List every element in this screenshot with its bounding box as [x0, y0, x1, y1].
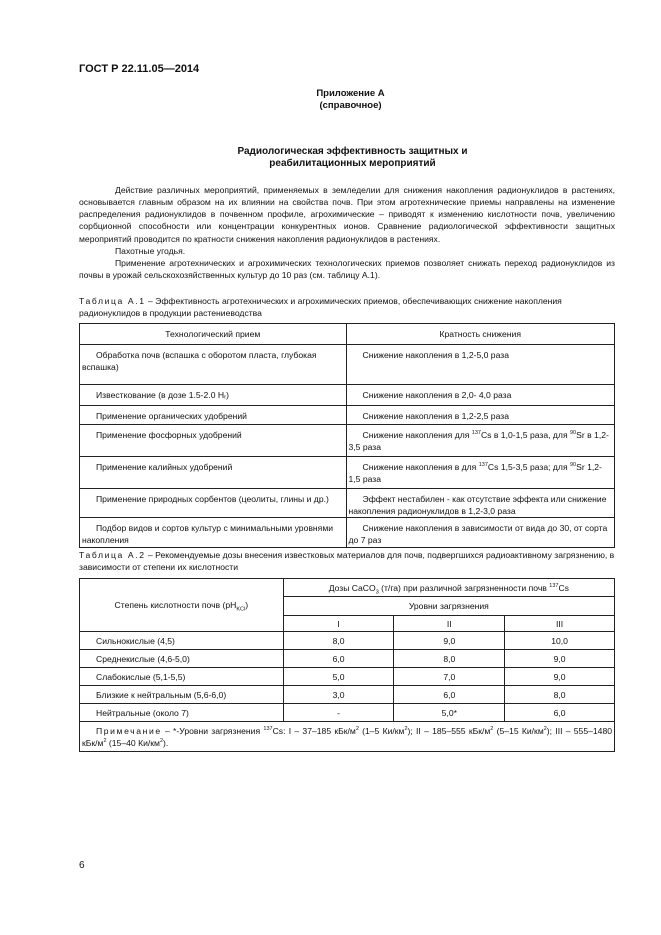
table-2 — [79, 578, 615, 752]
table2-label: Таблица А.2 — [79, 550, 146, 560]
header-text: ) — [245, 600, 249, 610]
note-text: ). — [163, 738, 169, 748]
table1-method: Обработка почв (вспашка с оборотом пласта, глубокая вспашка) — [80, 345, 347, 385]
header-text: Cs — [558, 582, 569, 593]
table1-method: Известкование (в дозе 1.5-2.0 Hᵣ) — [80, 385, 347, 406]
table1-caption-text: – Эффективность агротехнических и агрохимических приемов, обеспечивающих снижение накопления радионуклидов в продукции растениеводства — [79, 296, 562, 318]
table2-header-levels: Уровни загрязнения — [283, 597, 614, 616]
table-row — [80, 425, 615, 457]
table2-header-acidity — [80, 579, 284, 632]
effect-text: Sr в 1,2-3,5 раза — [348, 430, 609, 452]
note-text: (1–5 Ки/км — [358, 726, 405, 736]
table2-level-1: I — [283, 616, 394, 632]
table1-method: Подбор видов и сортов культур с минимальными уровнями накопления — [80, 518, 347, 548]
table2-value: 6,0 — [505, 704, 615, 722]
table1-header-method: Технологический прием — [80, 324, 347, 345]
table2-value: 8,0 — [505, 686, 615, 704]
section-title — [22, 146, 661, 170]
isotope-mass: 90 — [569, 462, 577, 469]
table2-acidity: Близкие к нейтральным (5,6-6,0) — [80, 686, 284, 704]
table1-effect: Эффект нестабилен - как отсутствие эффекта или снижение накопления радионуклидов в 1,2-3,0 раза — [346, 489, 614, 518]
note-text: ); III – 555–1480 кБк/м — [82, 726, 613, 748]
note-text: (5–15 Ки/км — [493, 726, 544, 736]
header-text: (т/га) при различной загрязненности почв — [378, 582, 550, 593]
effect-text: Снижение накопления в для — [362, 462, 479, 472]
table1-effect — [346, 425, 614, 457]
table1-header-effect: Кратность снижения — [346, 324, 614, 345]
section-title-line1: Радиологическая эффективность защитных и — [237, 146, 468, 157]
table2-value: 7,0 — [394, 668, 505, 686]
section-title-line2: реабилитационных мероприятий — [269, 158, 436, 169]
isotope-mass: 90 — [569, 430, 577, 437]
table2-level-3: III — [505, 616, 615, 632]
table-row — [80, 650, 615, 668]
table-row — [80, 489, 615, 518]
isotope-mass: 137 — [471, 430, 481, 437]
table-row — [80, 668, 615, 686]
paragraph-2: Пахотные угодья. — [115, 245, 186, 256]
page-number: 6 — [79, 860, 85, 871]
table1-label: Таблица А.1 — [79, 296, 146, 306]
effect-text: Cs в 1,0-1,5 раза, для — [480, 430, 570, 440]
table2-acidity: Сильнокислые (4,5) — [80, 632, 284, 650]
table2-acidity: Слабокислые (5,1-5,5) — [80, 668, 284, 686]
note-text: ); II – 185–555 кБк/м — [407, 726, 491, 736]
note-text: – *-Уровни загрязнения — [161, 726, 264, 736]
table2-caption-text: – Рекомендуемые дозы внесения известковых материалов для почв, подвергшихся радиоактивному загрязнению, в зависимости от степени их кислотности — [79, 550, 615, 572]
table1-method: Применение фосфорных удобрений — [80, 425, 347, 457]
unit-exponent: 2 — [103, 738, 107, 745]
table1-caption — [79, 295, 615, 319]
table-row — [80, 632, 615, 650]
table-row — [80, 385, 615, 406]
document-header: ГОСТ Р 22.11.05—2014 — [79, 63, 200, 75]
table2-acidity: Среднекислые (4,6-5,0) — [80, 650, 284, 668]
note-text: Cs: I – 37–185 кБк/м — [272, 726, 356, 736]
note-text: (15–40 Ки/км — [106, 738, 160, 748]
annex-title: Приложение А — [316, 88, 385, 99]
table-row — [80, 704, 615, 722]
table2-value: - — [283, 704, 394, 722]
unit-exponent: 2 — [543, 726, 547, 733]
table2-value: 9,0 — [505, 650, 615, 668]
table2-value: 10,0 — [505, 632, 615, 650]
table2-value: 8,0 — [283, 632, 394, 650]
unit-exponent: 2 — [355, 726, 359, 733]
table-row — [80, 406, 615, 425]
table1-method: Применение природных сорбентов (цеолиты, глины и др.) — [80, 489, 347, 518]
table1-effect: Снижение накопления в 1,2-5,0 раза — [346, 345, 614, 385]
table2-value: 3,0 — [283, 686, 394, 704]
table2-level-2: II — [394, 616, 505, 632]
table2-value: 5,0 — [283, 668, 394, 686]
annex-type: (справочное) — [319, 100, 382, 111]
body-text — [79, 184, 615, 281]
header-subscript: KCl — [236, 606, 246, 613]
note-label: Примечание — [96, 726, 162, 736]
effect-text: Cs 1,5-3,5 раза; для — [487, 462, 570, 472]
table1-method: Применение органических удобрений — [80, 406, 347, 425]
isotope-mass: 137 — [263, 726, 273, 733]
table2-note — [80, 722, 615, 752]
paragraph-1: Действие различных мероприятий, применяемых в земледелии для снижения накопления радионуклидов в растениях, основывается главным образом на их влиянии на свойства почв. При этом агротехнические приемы направлены на изменение распределения радионуклидов в почвенном профиле, агрохимические – приводят к изменению кислотности почв, увеличению сорбционной способности или концентрации конкурентных ионов. Сравнение радиологической эффективности защитных мероприятий проводится по кратности снижения накопления радионуклидов в растениях. — [79, 185, 615, 244]
table2-header-doses — [283, 579, 614, 597]
header-text: Дозы CaCO — [328, 582, 376, 593]
table2-value: 5,0* — [394, 704, 505, 722]
table-row — [80, 686, 615, 704]
header-text: Степень кислотности почв (pH — [114, 600, 237, 610]
table2-value: 9,0 — [394, 632, 505, 650]
table2-value: 9,0 — [505, 668, 615, 686]
isotope-mass: 137 — [478, 462, 488, 469]
table2-acidity: Нейтральные (около 7) — [80, 704, 284, 722]
table1-effect: Снижение накопления в зависимости от вида до 30, от сорта до 7 раз — [346, 518, 614, 548]
table1-method: Применение калийных удобрений — [80, 457, 347, 489]
table1-effect: Снижение накопления в 1,2-2,5 раза — [346, 406, 614, 425]
header-subscript: 3 — [375, 589, 379, 596]
unit-exponent: 2 — [404, 726, 408, 733]
annex-heading — [20, 88, 661, 112]
table-1 — [79, 323, 615, 548]
table2-value: 6,0 — [394, 686, 505, 704]
effect-text: Sr 1,2-1,5 раза — [348, 462, 602, 484]
table-row — [80, 345, 615, 385]
isotope-mass: 137 — [549, 582, 559, 589]
table2-note-row — [80, 722, 615, 752]
paragraph-3: Применение агротехнических и агрохимических технологических приемов позволяет снижать переход радионуклидов из почвы в урожай сельскохозяйственных культур до 10 раз (см. таблицу А.1). — [79, 257, 615, 281]
table2-caption — [79, 549, 615, 573]
table2-value: 8,0 — [394, 650, 505, 668]
table1-effect — [346, 457, 614, 489]
table2-value: 6,0 — [283, 650, 394, 668]
table1-effect: Снижение накопления в 2,0- 4,0 раза — [346, 385, 614, 406]
effect-text: Снижение накопления для — [362, 430, 472, 440]
unit-exponent: 2 — [159, 738, 163, 745]
table-row — [80, 457, 615, 489]
unit-exponent: 2 — [490, 726, 494, 733]
table-row — [80, 518, 615, 548]
